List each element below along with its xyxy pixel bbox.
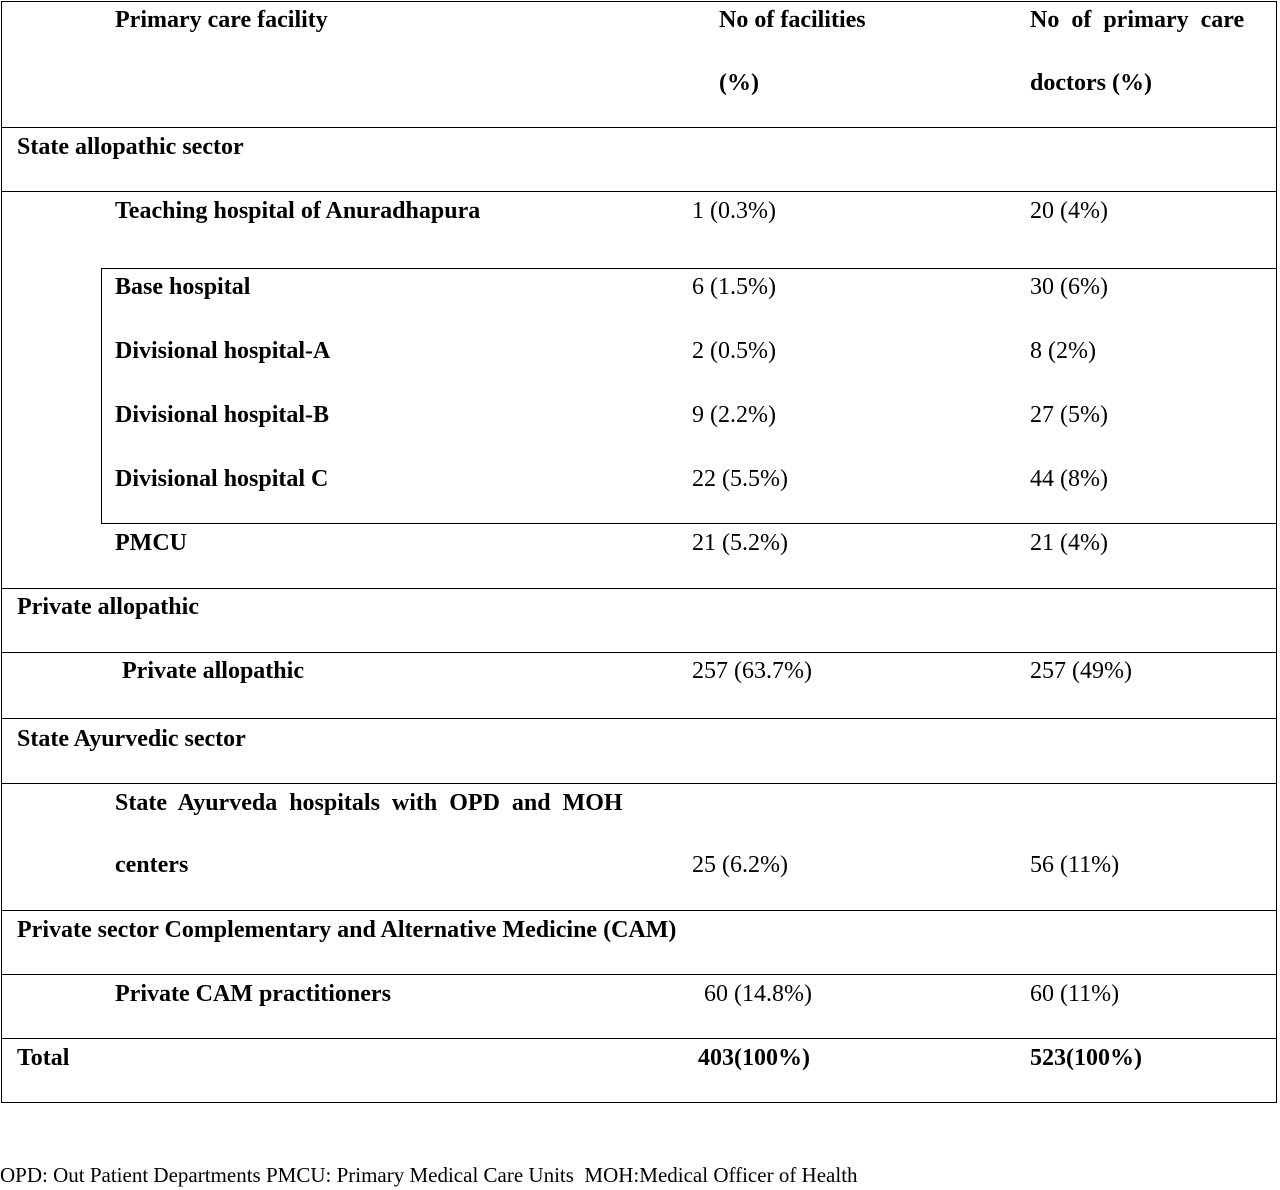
row-facilities: 21 (5.2%): [692, 530, 788, 556]
rule-total-top: [1, 1038, 1277, 1039]
header-doctors-line1: No of primary care: [1030, 7, 1245, 33]
row-facilities: 1 (0.3%): [692, 198, 776, 224]
rule-section-1-bottom: [1, 191, 1277, 192]
section-title: State Ayurvedic sector: [17, 726, 246, 752]
row-facilities: 25 (6.2%): [692, 852, 788, 878]
rule-section-3-bottom: [1, 783, 1277, 784]
section-title: Private allopathic: [17, 594, 199, 620]
row-name: Divisional hospital C: [115, 466, 329, 492]
row-name: Base hospital: [115, 274, 251, 300]
footnote: OPD: Out Patient Departments PMCU: Primary Medical Care Units MOH:Medical Officer of Health: [0, 1163, 858, 1187]
row-doctors: 44 (8%): [1030, 466, 1108, 492]
row-doctors: 21 (4%): [1030, 530, 1108, 556]
row-name: Private CAM practitioners: [115, 981, 391, 1007]
section-title: State allopathic sector: [17, 134, 244, 160]
row-doctors: 8 (2%): [1030, 338, 1096, 364]
row-doctors: 257 (49%): [1030, 658, 1132, 684]
row-name: Teaching hospital of Anuradhapura: [115, 198, 481, 224]
rule-row-5: [101, 523, 1277, 524]
row-name: Divisional hospital-A: [115, 338, 331, 364]
row-name: Divisional hospital-B: [115, 402, 330, 428]
section-title: Private sector Complementary and Alternative Medicine (CAM): [17, 917, 677, 943]
rule-header-bottom: [1, 127, 1277, 128]
rule-indent: [101, 268, 102, 523]
row-name-line2: centers: [115, 852, 189, 878]
header-facilities-line2: (%): [719, 70, 759, 96]
total-facilities: 403(100%): [698, 1045, 810, 1071]
rule-section-2-bottom: [1, 652, 1277, 653]
rule-section-2-end: [1, 718, 1277, 719]
row-facilities: 9 (2.2%): [692, 402, 776, 428]
row-name: Private allopathic: [122, 658, 304, 684]
rule-section-1-end: [1, 588, 1277, 589]
row-facilities: 2 (0.5%): [692, 338, 776, 364]
rule-section-3-end: [1, 910, 1277, 911]
row-name-line1: State Ayurveda hospitals with OPD and MOH: [115, 790, 623, 816]
rule-row-1: [101, 268, 1277, 269]
row-name: PMCU: [115, 530, 187, 556]
row-doctors: 20 (4%): [1030, 198, 1108, 224]
row-facilities: 257 (63.7%): [692, 658, 812, 684]
row-facilities: 22 (5.5%): [692, 466, 788, 492]
header-doctors-line2: doctors (%): [1030, 70, 1152, 96]
rule-section-4-bottom: [1, 974, 1277, 975]
total-doctors: 523(100%): [1030, 1045, 1142, 1071]
total-label: Total: [17, 1045, 70, 1071]
row-facilities: 6 (1.5%): [692, 274, 776, 300]
row-doctors: 60 (11%): [1030, 981, 1120, 1007]
row-doctors: 30 (6%): [1030, 274, 1108, 300]
row-doctors: 56 (11%): [1030, 852, 1120, 878]
header-facility: Primary care facility: [115, 7, 328, 33]
header-facilities-line1: No of facilities: [719, 7, 866, 33]
row-facilities: 60 (14.8%): [704, 981, 812, 1007]
row-doctors: 27 (5%): [1030, 402, 1108, 428]
